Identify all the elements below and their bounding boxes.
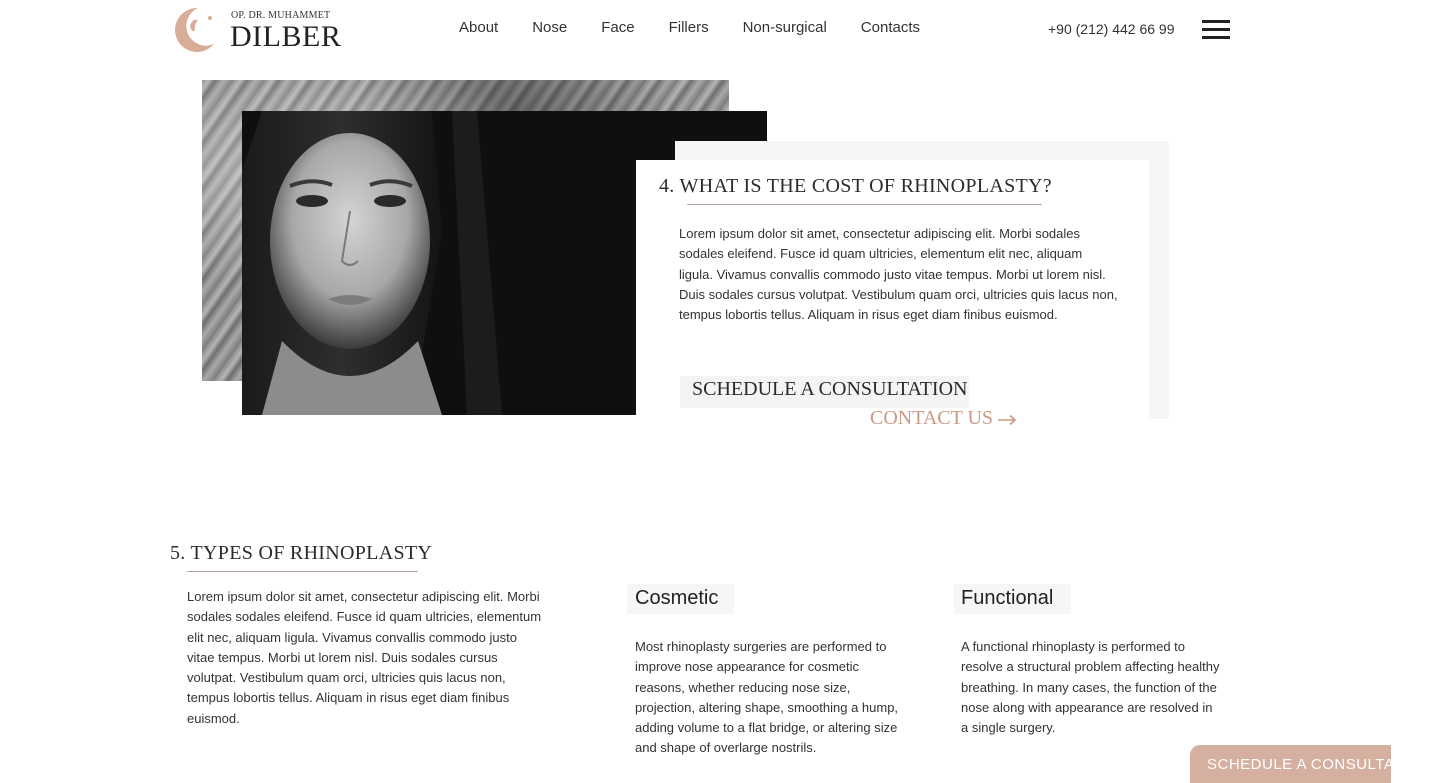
site-logo[interactable] <box>168 4 348 56</box>
logo-name: DILBER <box>230 20 342 53</box>
phone-link[interactable]: +90 (212) 442 66 99 <box>1048 21 1175 37</box>
section-title-types: 5. TYPES OF RHINOPLASTY <box>170 542 433 564</box>
main-nav <box>459 19 954 36</box>
arrow-right-icon[interactable] <box>997 414 1017 426</box>
nav-non-surgical[interactable]: Non-surgical <box>742 19 827 36</box>
crescent-logo-icon <box>168 4 220 56</box>
types-body-text: Lorem ipsum dolor sit amet, consectetur adipiscing elit. Morbi sodales sodales eleifend. Fusce id quam ultricies, elementum elit nec, aliquam ligula. Vivamus convallis commodo justo vitae tempus. Morbi ut lorem nisl. Duis sodales cursus volutpat. Vestibulum quam orci, ultricies quis lacus non, tempus lobortis tellus. Aliquam in risus eget diam finibus euismod. <box>187 589 542 726</box>
cost-body-text: Lorem ipsum dolor sit amet, consectetur adipiscing elit. Morbi sodales sodales eleifend. Fusce id quam ultricies, elementum elit nec, aliquam ligula. Vivamus convallis commodo justo vitae tempus. Morbi ut lorem nisl. Duis sodales cursus volutpat. Vestibulum quam orci, ultricies quis lacus non, tempus lobortis tellus. Aliquam in risus eget diam finibus euismod. <box>679 226 1118 323</box>
site-header <box>0 0 1391 60</box>
section-title-cost: 4. WHAT IS THE COST OF RHINOPLASTY? <box>659 175 1052 197</box>
nav-fillers[interactable]: Fillers <box>668 19 709 36</box>
title-underline <box>187 571 418 572</box>
nav-contacts[interactable]: Contacts <box>860 19 920 36</box>
nav-face[interactable]: Face <box>601 19 635 36</box>
type-heading-cosmetic: Cosmetic <box>635 587 719 609</box>
logo-subtitle: OP. DR. MUHAMMET <box>231 10 331 21</box>
type-heading-functional: Functional <box>961 587 1054 609</box>
floating-schedule-button[interactable] <box>1190 745 1431 783</box>
floating-schedule-label: SCHEDULE A CONSULTATION <box>1207 756 1431 773</box>
type-description-cosmetic: Most rhinoplasty surgeries are performed to improve nose appearance for cosmetic reasons, whether reducing nose size, projection, altering shape, smoothing a hump, adding volume to a flat bridge, or altering size and shape of overlarge nostrils. <box>635 639 899 756</box>
schedule-consultation-button[interactable]: SCHEDULE A CONSULTATION <box>692 378 968 400</box>
title-underline <box>687 204 1042 205</box>
hamburger-menu-icon[interactable] <box>1202 20 1230 40</box>
nav-nose[interactable]: Nose <box>532 19 568 36</box>
nav-about[interactable]: About <box>459 19 499 36</box>
type-description-functional: A functional rhinoplasty is performed to resolve a structural problem affecting healthy breathing. In many cases, the function of the nose along with appearance are resolved in a single surgery. <box>961 639 1220 736</box>
contact-us-link[interactable]: CONTACT US <box>870 407 994 429</box>
